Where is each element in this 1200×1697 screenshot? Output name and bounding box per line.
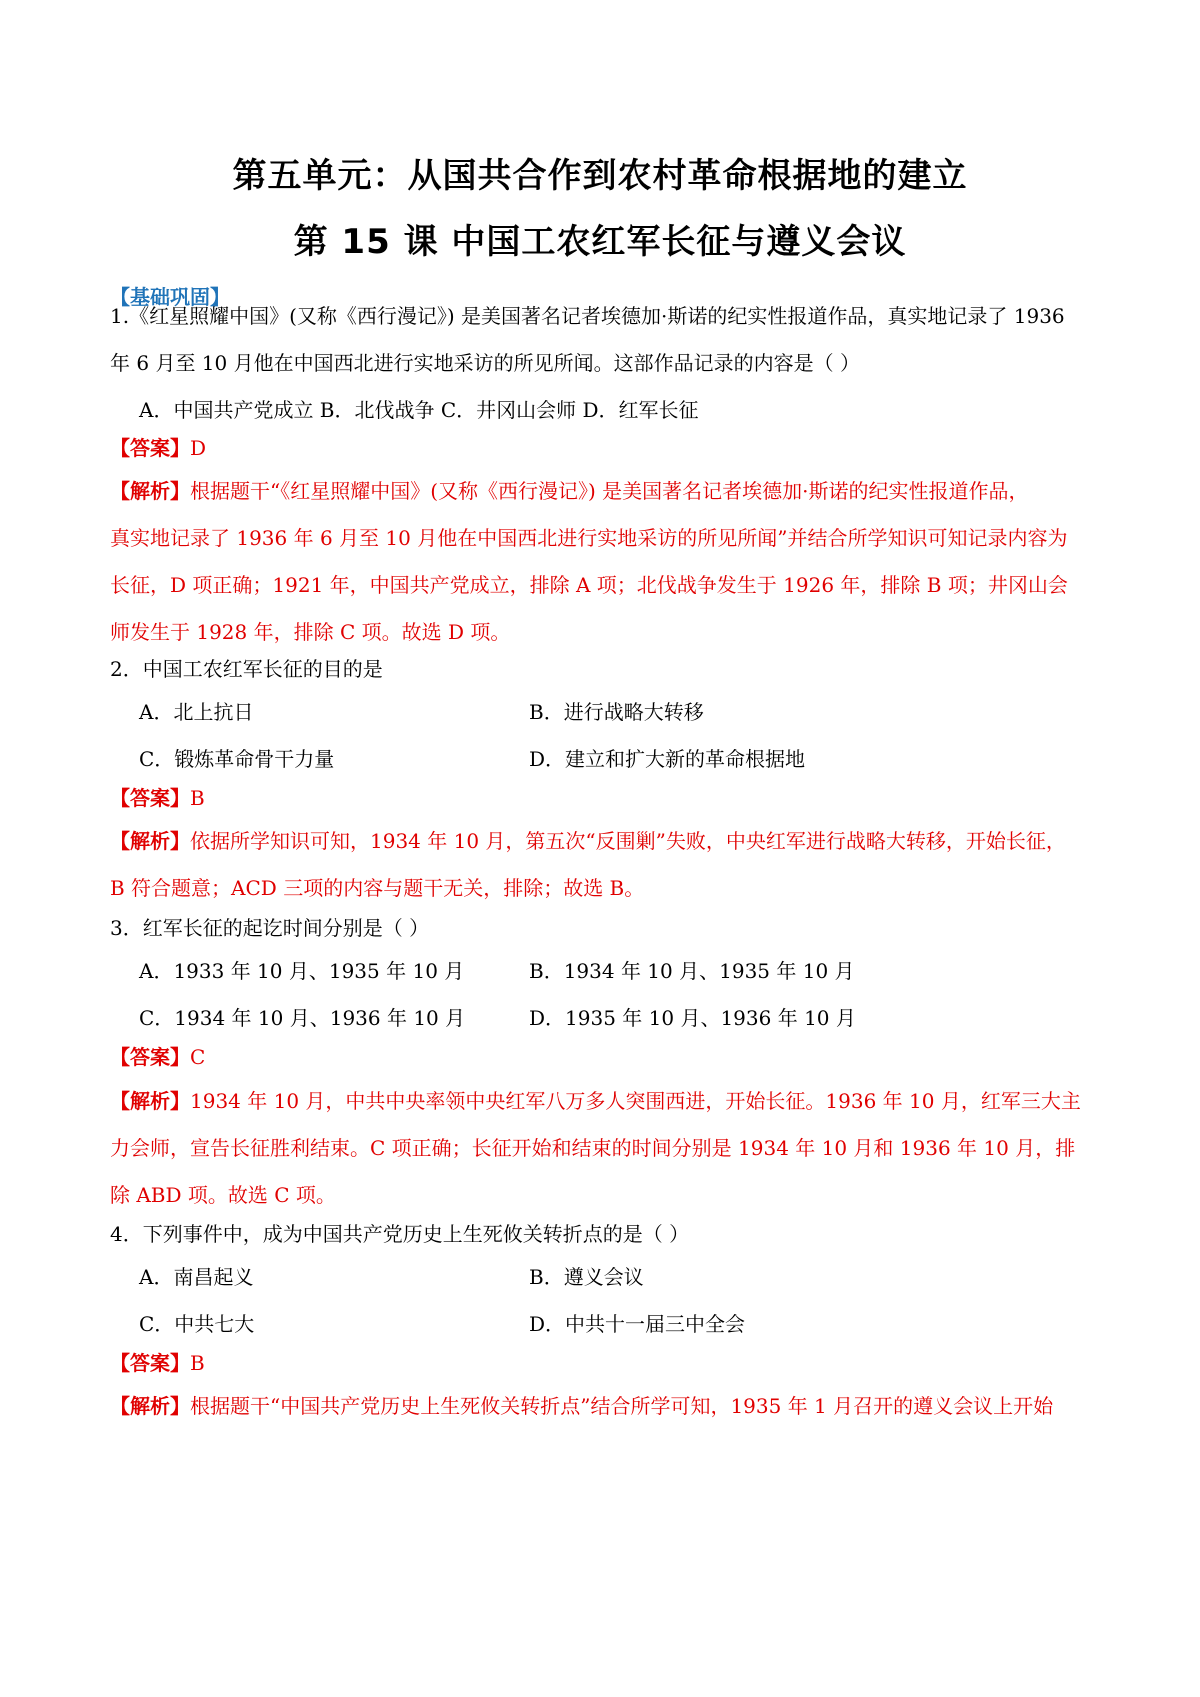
section-label: 【基础巩固】 bbox=[110, 285, 230, 309]
q4-analysis-line-1: 根据题干“中国共产党历史上生死攸关转折点”结合所学可知，1935 年 1 月召开的遵义会议上开始 bbox=[190, 1394, 1054, 1418]
q3-option-d: D．1935 年 10 月、1936 年 10 月 bbox=[529, 1006, 856, 1030]
answer-label: 【答案】 bbox=[110, 786, 190, 810]
q1-analysis-line-1: 根据题干“《红星照耀中国》(又称《西行漫记》) 是美国著名记者埃德加·斯诺的纪实性报道作品， bbox=[190, 479, 1029, 503]
answer-label: 【答案】 bbox=[110, 436, 190, 460]
q2-analysis-line-1: 依据所学知识可知，1934 年 10 月，第五次“反围剿”失败，中央红军进行战略大转移，开始长征， bbox=[190, 829, 1066, 853]
analysis-label: 【解析】 bbox=[110, 829, 190, 853]
question-1 bbox=[110, 293, 1098, 434]
q3-analysis-line-2: 力会师，宣告长征胜利结束。C 项正确；长征开始和结束的时间分别是 1934 年 10 月和 1936 年 10 月，排 bbox=[110, 1136, 1076, 1160]
q4-options bbox=[139, 1254, 1039, 1348]
q1-answer bbox=[110, 425, 1098, 472]
analysis-label: 【解析】 bbox=[110, 1394, 190, 1418]
q2-option-d: D．建立和扩大新的革命根据地 bbox=[529, 747, 806, 771]
analysis-label: 【解析】 bbox=[110, 479, 190, 503]
q3-option-c: C．1934 年 10 月、1936 年 10 月 bbox=[139, 1006, 466, 1030]
q4-option-d: D．中共十一届三中全会 bbox=[529, 1312, 746, 1336]
q3-analysis bbox=[110, 1078, 1098, 1219]
q4-option-a: A．南昌起义 bbox=[139, 1265, 254, 1289]
q1-analysis-line-3: 长征，D 项正确；1921 年，中国共产党成立，排除 A 项；北伐战争发生于 1926 年，排除 B 项；井冈山会 bbox=[110, 573, 1068, 597]
q2-option-a: A．北上抗日 bbox=[139, 700, 254, 724]
q3-stem: 3．红军长征的起讫时间分别是（ ） bbox=[110, 916, 430, 940]
q1-answer-value: D bbox=[190, 436, 207, 460]
q1-analysis-line-2: 真实地记录了 1936 年 6 月至 10 月他在中国西北进行实地采访的所见所闻”并结合所学知识可知记录内容为 bbox=[110, 526, 1068, 550]
q2-stem: 2．中国工农红军长征的目的是 bbox=[110, 657, 383, 681]
q3-analysis-line-1: 1934 年 10 月，中共中央率领中央红军八万多人突围西进，开始长征。1936 年 10 月，红军三大主 bbox=[190, 1089, 1081, 1113]
q3-options bbox=[139, 948, 1039, 1042]
q4-stem: 4．下列事件中，成为中国共产党历史上生死攸关转折点的是（ ） bbox=[110, 1222, 690, 1246]
q3-option-a: A．1933 年 10 月、1935 年 10 月 bbox=[139, 959, 465, 983]
q3-option-b: B．1934 年 10 月、1935 年 10 月 bbox=[529, 959, 855, 983]
q3-analysis-line-3: 除 ABD 项。故选 C 项。 bbox=[110, 1183, 336, 1207]
q1-analysis-line-4: 师发生于 1928 年，排除 C 项。故选 D 项。 bbox=[110, 620, 511, 644]
answer-label: 【答案】 bbox=[110, 1351, 190, 1375]
q2-answer bbox=[110, 775, 1098, 822]
unit-title: 第五单元：从国共合作到农村革命根据地的建立 bbox=[232, 156, 968, 196]
lesson-title: 第 15 课 中国工农红军长征与遵义会议 bbox=[293, 222, 907, 262]
q4-answer-value: B bbox=[190, 1351, 205, 1375]
q1-options: A．中国共产党成立 B．北伐战争 C．井冈山会师 D．红军长征 bbox=[139, 398, 699, 422]
q1-analysis bbox=[110, 468, 1098, 656]
q4-analysis bbox=[110, 1383, 1098, 1430]
q1-stem-line-2: 年 6 月至 10 月他在中国西北进行实地采访的所见所闻。这部作品记录的内容是（ ） bbox=[110, 351, 860, 375]
q2-options bbox=[139, 689, 1039, 783]
q2-answer-value: B bbox=[190, 786, 205, 810]
q1-stem-line-1: 1.《红星照耀中国》(又称《西行漫记》) 是美国著名记者埃德加·斯诺的纪实性报道作品，真实地记录了 1936 bbox=[110, 304, 1065, 328]
analysis-label: 【解析】 bbox=[110, 1089, 190, 1113]
q2-analysis bbox=[110, 818, 1098, 912]
q3-answer bbox=[110, 1034, 1098, 1081]
q4-answer bbox=[110, 1340, 1098, 1387]
q4-option-c: C．中共七大 bbox=[139, 1312, 255, 1336]
q2-option-b: B．进行战略大转移 bbox=[529, 700, 704, 724]
q4-option-b: B．遵义会议 bbox=[529, 1265, 644, 1289]
q3-answer-value: C bbox=[190, 1045, 206, 1069]
q2-option-c: C．锻炼革命骨干力量 bbox=[139, 747, 335, 771]
answer-label: 【答案】 bbox=[110, 1045, 190, 1069]
q2-analysis-line-2: B 符合题意；ACD 三项的内容与题干无关，排除；故选 B。 bbox=[110, 876, 645, 900]
